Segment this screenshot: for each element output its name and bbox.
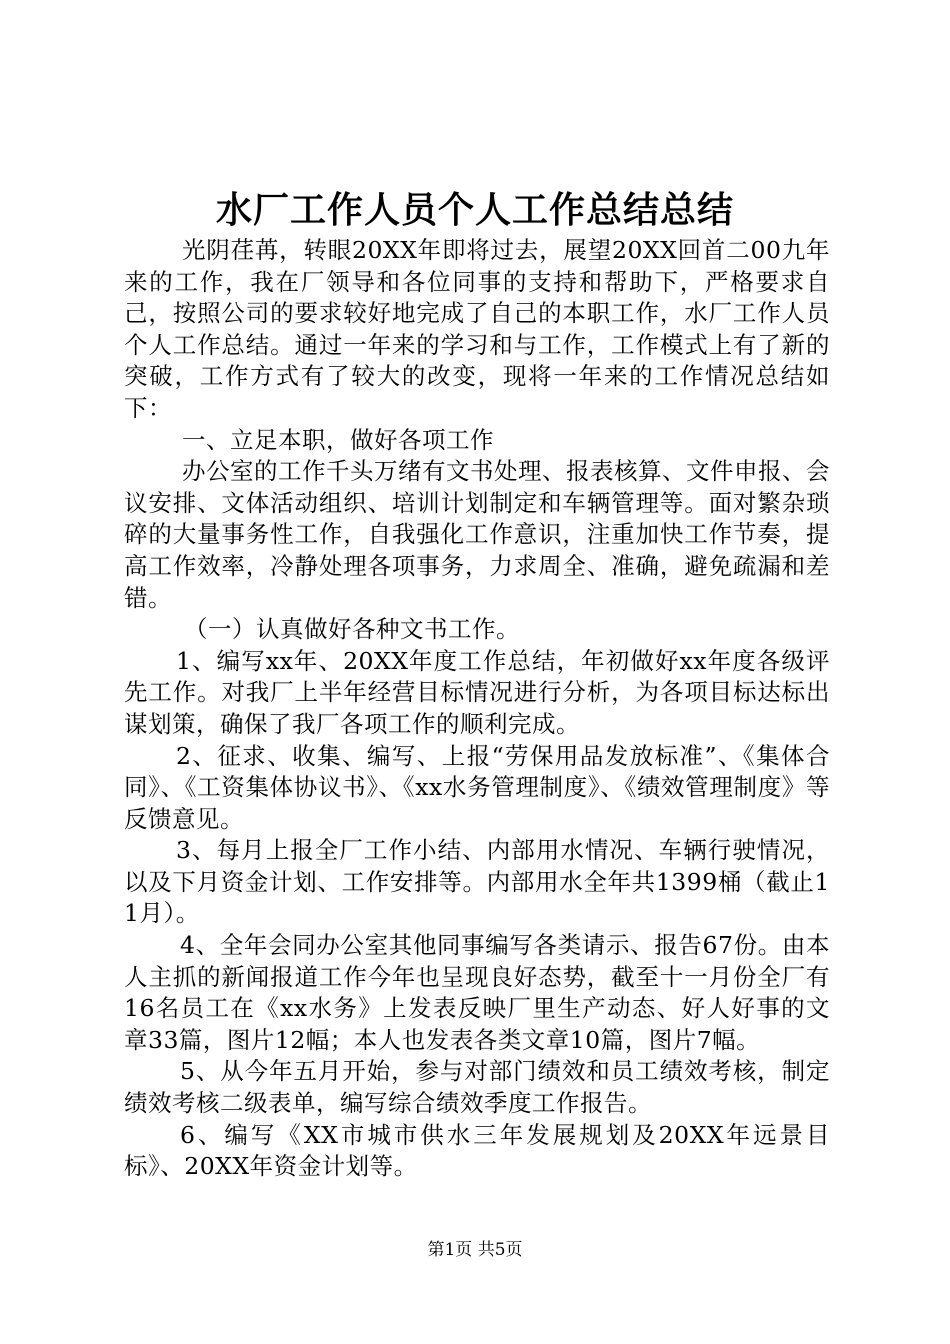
list-item-1: 1、编写xx年、20XX年度工作总结，年初做好xx年度各级评先工作。对我厂上半年经营目标情况进行分析，为各项目标达标出谋划策，确保了我厂各项工作的顺利完成。 bbox=[124, 646, 830, 738]
subsection-heading: （一）认真做好各种文书工作。 bbox=[184, 615, 520, 644]
paragraph-intro: 光阴荏苒，转眼20XX年即将过去，展望20XX回首二00九年来的工作，我在厂领导和各位同事的支持和帮助下，严格要求自己，按照公司的要求较好地完成了自己的本职工作，水厂工作人员个人工作总结。通过一年来的学习和与工作，工作模式上有了新的突破，工作方式有了较大的改变，现将一年来的工作情况总结如下： bbox=[124, 236, 830, 422]
page-footer: 第1页 共5页 bbox=[427, 1240, 523, 1260]
paragraph-office-work: 办公室的工作千头万绪有文书处理、报表核算、文件申报、会议安排、文体活动组织、培训计划制定和车辆管理等。面对繁杂琐碎的大量事务性工作，自我强化工作意识，注重加快工作节奏，提高工作效率，冷静处理各项事务，力求周全、准确，避免疏漏和差错。 bbox=[124, 457, 830, 612]
list-item-2: 2、征求、收集、编写、上报“劳保用品发放标准”、《集体合同》、《工资集体协议书》、《xx水务管理制度》、《绩效管理制度》等反馈意见。 bbox=[124, 741, 830, 833]
section-heading: 一、立足本职，做好各项工作 bbox=[182, 425, 494, 454]
list-item-5: 5、从今年五月开始，参与对部门绩效和员工绩效考核，制定绩效考核二级表单，编写综合绩效季度工作报告。 bbox=[124, 1057, 830, 1118]
list-item-3: 3、每月上报全厂工作小结、内部用水情况、车辆行驶情况，以及下月资金计划、工作安排等。内部用水全年共1399桶（截止11月）。 bbox=[124, 836, 830, 928]
list-item-6: 6、编写《XX市城市供水三年发展规划及20XX年远景目标》、20XX年资金计划等。 bbox=[124, 1120, 830, 1181]
document-title: 水厂工作人员个人工作总结总结 bbox=[215, 189, 734, 231]
list-item-4: 4、全年会同办公室其他同事编写各类请示、报告67份。由本人主抓的新闻报道工作今年也呈现良好态势，截至十一月份全厂有16名员工在《xx水务》上发表反映厂里生产动态、好人好事的文章33篇，图片12幅；本人也发表各类文章10篇，图片7幅。 bbox=[124, 931, 830, 1054]
document-body bbox=[124, 235, 830, 1183]
